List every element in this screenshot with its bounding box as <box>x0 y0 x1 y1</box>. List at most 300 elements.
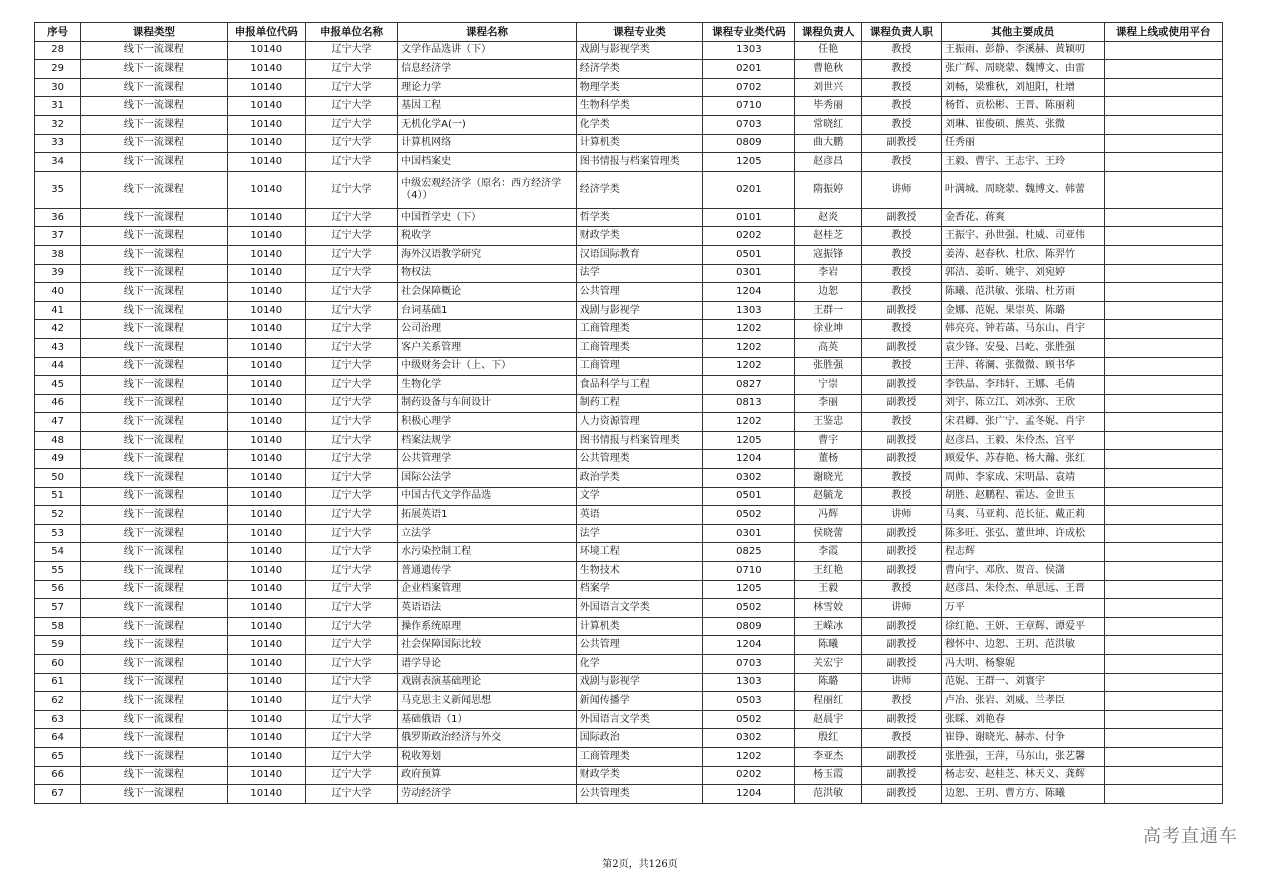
header-cell-leader: 课程负责人 <box>795 23 861 42</box>
cell-unit-code: 10140 <box>227 450 305 469</box>
table-row <box>35 78 1223 97</box>
cell-unit-name: 辽宁大学 <box>305 469 397 488</box>
cell-leader: 陈璐 <box>795 673 861 692</box>
cell-unit-name: 辽宁大学 <box>305 413 397 432</box>
cell-unit-code: 10140 <box>227 524 305 543</box>
cell-index: 59 <box>35 636 81 655</box>
cell-leader-title: 副教授 <box>861 562 941 581</box>
cell-major-code: 1204 <box>703 636 795 655</box>
table-row <box>35 710 1223 729</box>
cell-course-type: 线下一流课程 <box>81 655 227 674</box>
cell-members: 金香花、蒋爽 <box>941 208 1104 227</box>
table-row <box>35 506 1223 525</box>
cell-major-code: 0202 <box>703 227 795 246</box>
table-row <box>35 97 1223 116</box>
cell-course-type: 线下一流课程 <box>81 301 227 320</box>
cell-unit-code: 10140 <box>227 487 305 506</box>
cell-major-code: 0301 <box>703 524 795 543</box>
cell-members: 杨志安、赵桂芝、林天义、龚辉 <box>941 766 1104 785</box>
cell-unit-name: 辽宁大学 <box>305 617 397 636</box>
cell-index: 53 <box>35 524 81 543</box>
cell-leader: 毕秀丽 <box>795 97 861 116</box>
cell-course-name: 企业档案管理 <box>398 580 577 599</box>
cell-leader: 李岩 <box>795 264 861 283</box>
cell-major-code: 0501 <box>703 245 795 264</box>
cell-course-name: 社会保障国际比较 <box>398 636 577 655</box>
cell-leader: 陈曦 <box>795 636 861 655</box>
cell-course-name: 生物化学 <box>398 376 577 395</box>
cell-course-name: 制药设备与车间设计 <box>398 394 577 413</box>
cell-platform <box>1104 134 1222 153</box>
cell-major-code: 0501 <box>703 487 795 506</box>
cell-index: 64 <box>35 729 81 748</box>
cell-leader-title: 副教授 <box>861 710 941 729</box>
cell-index: 52 <box>35 506 81 525</box>
cell-leader: 赵晨宇 <box>795 710 861 729</box>
cell-unit-name: 辽宁大学 <box>305 692 397 711</box>
cell-course-type: 线下一流课程 <box>81 208 227 227</box>
cell-course-name: 中级财务会计（上、下） <box>398 357 577 376</box>
cell-leader: 张胜强 <box>795 357 861 376</box>
cell-unit-name: 辽宁大学 <box>305 320 397 339</box>
cell-major-category: 法学 <box>576 264 702 283</box>
cell-unit-code: 10140 <box>227 785 305 804</box>
cell-course-name: 国际公法学 <box>398 469 577 488</box>
cell-unit-code: 10140 <box>227 562 305 581</box>
cell-platform <box>1104 413 1222 432</box>
cell-leader: 赵毓龙 <box>795 487 861 506</box>
cell-platform <box>1104 208 1222 227</box>
cell-index: 62 <box>35 692 81 711</box>
cell-course-type: 线下一流课程 <box>81 524 227 543</box>
cell-members: 刘宇、陈立江、刘冰弥、王欣 <box>941 394 1104 413</box>
cell-members: 刘畅，梁雅秋，刘旭阳，杜增 <box>941 78 1104 97</box>
cell-unit-name: 辽宁大学 <box>305 655 397 674</box>
cell-major-category: 汉语国际教育 <box>576 245 702 264</box>
cell-members: 顾爱华、苏春艳、杨大瀚、张红 <box>941 450 1104 469</box>
cell-unit-code: 10140 <box>227 97 305 116</box>
cell-unit-code: 10140 <box>227 264 305 283</box>
cell-platform <box>1104 710 1222 729</box>
cell-unit-code: 10140 <box>227 134 305 153</box>
cell-course-type: 线下一流课程 <box>81 245 227 264</box>
cell-leader-title: 副教授 <box>861 636 941 655</box>
cell-platform <box>1104 431 1222 450</box>
cell-course-type: 线下一流课程 <box>81 97 227 116</box>
cell-leader: 赵炎 <box>795 208 861 227</box>
watermark-text: 高考直通车 <box>1143 826 1238 847</box>
cell-major-code: 1202 <box>703 320 795 339</box>
cell-course-type: 线下一流课程 <box>81 617 227 636</box>
cell-platform <box>1104 562 1222 581</box>
cell-course-name: 海外汉语教学研究 <box>398 245 577 264</box>
cell-leader-title: 教授 <box>861 115 941 134</box>
cell-platform <box>1104 97 1222 116</box>
cell-leader-title: 副教授 <box>861 431 941 450</box>
table-row <box>35 524 1223 543</box>
cell-unit-code: 10140 <box>227 692 305 711</box>
cell-course-name: 文学作品选讲（下） <box>398 41 577 60</box>
cell-major-category: 英语 <box>576 506 702 525</box>
cell-platform <box>1104 580 1222 599</box>
cell-course-type: 线下一流课程 <box>81 710 227 729</box>
cell-unit-code: 10140 <box>227 208 305 227</box>
cell-major-code: 1205 <box>703 153 795 172</box>
cell-course-type: 线下一流课程 <box>81 227 227 246</box>
cell-members: 卢冶、张岩、刘威、兰孝臣 <box>941 692 1104 711</box>
cell-index: 48 <box>35 431 81 450</box>
cell-unit-code: 10140 <box>227 115 305 134</box>
cell-members: 边恕、王玥、曹方方、陈曦 <box>941 785 1104 804</box>
cell-unit-name: 辽宁大学 <box>305 245 397 264</box>
cell-course-type: 线下一流课程 <box>81 543 227 562</box>
table-row <box>35 115 1223 134</box>
table-row <box>35 543 1223 562</box>
cell-members: 穆怀中、边恕、王玥、范洪敏 <box>941 636 1104 655</box>
table-row <box>35 320 1223 339</box>
cell-unit-code: 10140 <box>227 357 305 376</box>
cell-leader-title: 教授 <box>861 78 941 97</box>
cell-members: 杨哲、贡松彬、王晋、陈丽莉 <box>941 97 1104 116</box>
cell-index: 41 <box>35 301 81 320</box>
cell-leader-title: 副教授 <box>861 766 941 785</box>
header-cell-unit-code: 申报单位代码 <box>227 23 305 42</box>
cell-unit-code: 10140 <box>227 376 305 395</box>
cell-course-type: 线下一流课程 <box>81 487 227 506</box>
cell-course-type: 线下一流课程 <box>81 766 227 785</box>
table-row <box>35 747 1223 766</box>
cell-unit-code: 10140 <box>227 599 305 618</box>
cell-course-name: 中国哲学史（下） <box>398 208 577 227</box>
cell-members: 王振宇、孙世强、杜威、司亚伟 <box>941 227 1104 246</box>
cell-platform <box>1104 60 1222 79</box>
cell-unit-name: 辽宁大学 <box>305 636 397 655</box>
cell-platform <box>1104 747 1222 766</box>
cell-major-code: 0825 <box>703 543 795 562</box>
cell-index: 30 <box>35 78 81 97</box>
cell-platform <box>1104 227 1222 246</box>
cell-index: 46 <box>35 394 81 413</box>
cell-platform <box>1104 115 1222 134</box>
table-row <box>35 413 1223 432</box>
cell-unit-name: 辽宁大学 <box>305 747 397 766</box>
table-row <box>35 617 1223 636</box>
cell-index: 65 <box>35 747 81 766</box>
cell-course-name: 政府预算 <box>398 766 577 785</box>
cell-index: 42 <box>35 320 81 339</box>
cell-major-category: 食品科学与工程 <box>576 376 702 395</box>
cell-leader: 王鉴忠 <box>795 413 861 432</box>
cell-platform <box>1104 41 1222 60</box>
cell-course-name: 中国古代文学作品选 <box>398 487 577 506</box>
cell-leader-title: 教授 <box>861 264 941 283</box>
cell-index: 40 <box>35 283 81 302</box>
table-row <box>35 580 1223 599</box>
cell-unit-code: 10140 <box>227 710 305 729</box>
table-row <box>35 599 1223 618</box>
cell-leader-title: 教授 <box>861 245 941 264</box>
cell-index: 49 <box>35 450 81 469</box>
cell-major-code: 1205 <box>703 580 795 599</box>
cell-platform <box>1104 376 1222 395</box>
cell-index: 38 <box>35 245 81 264</box>
cell-leader-title: 副教授 <box>861 747 941 766</box>
cell-leader: 赵彦昌 <box>795 153 861 172</box>
cell-major-category: 外国语言文学类 <box>576 710 702 729</box>
cell-platform <box>1104 487 1222 506</box>
cell-platform <box>1104 338 1222 357</box>
cell-unit-code: 10140 <box>227 394 305 413</box>
cell-index: 61 <box>35 673 81 692</box>
cell-unit-code: 10140 <box>227 78 305 97</box>
cell-major-code: 1202 <box>703 357 795 376</box>
cell-major-category: 人力资源管理 <box>576 413 702 432</box>
cell-major-code: 0101 <box>703 208 795 227</box>
cell-course-name: 劳动经济学 <box>398 785 577 804</box>
cell-course-type: 线下一流课程 <box>81 41 227 60</box>
cell-leader: 杨玉霞 <box>795 766 861 785</box>
cell-leader-title: 教授 <box>861 413 941 432</box>
cell-major-code: 1202 <box>703 747 795 766</box>
cell-course-type: 线下一流课程 <box>81 78 227 97</box>
cell-platform <box>1104 506 1222 525</box>
cell-leader-title: 教授 <box>861 487 941 506</box>
cell-major-code: 0710 <box>703 97 795 116</box>
cell-members: 刘琳、崔俊硕、熊英、张微 <box>941 115 1104 134</box>
cell-unit-code: 10140 <box>227 506 305 525</box>
cell-course-type: 线下一流课程 <box>81 450 227 469</box>
cell-unit-name: 辽宁大学 <box>305 562 397 581</box>
cell-major-code: 0809 <box>703 134 795 153</box>
cell-platform <box>1104 301 1222 320</box>
cell-unit-name: 辽宁大学 <box>305 394 397 413</box>
cell-platform <box>1104 655 1222 674</box>
cell-major-category: 公共管理 <box>576 636 702 655</box>
cell-unit-code: 10140 <box>227 227 305 246</box>
cell-course-name: 台词基础1 <box>398 301 577 320</box>
cell-leader-title: 教授 <box>861 227 941 246</box>
cell-members: 郭洁、姜昕、姚宇、刘宛婷 <box>941 264 1104 283</box>
cell-leader: 常晓红 <box>795 115 861 134</box>
cell-major-category: 计算机类 <box>576 134 702 153</box>
cell-platform <box>1104 469 1222 488</box>
table-row <box>35 338 1223 357</box>
cell-index: 44 <box>35 357 81 376</box>
cell-course-type: 线下一流课程 <box>81 785 227 804</box>
cell-leader-title: 教授 <box>861 729 941 748</box>
cell-members: 马爽、马亚莉、范长征、戴正莉 <box>941 506 1104 525</box>
cell-leader: 刘世兴 <box>795 78 861 97</box>
cell-unit-code: 10140 <box>227 413 305 432</box>
cell-unit-code: 10140 <box>227 171 305 208</box>
cell-major-category: 化学 <box>576 655 702 674</box>
cell-members: 程志辉 <box>941 543 1104 562</box>
cell-course-name: 物权法 <box>398 264 577 283</box>
cell-major-category: 环境工程 <box>576 543 702 562</box>
cell-leader: 徐业坤 <box>795 320 861 339</box>
cell-major-category: 工商管理类 <box>576 338 702 357</box>
cell-leader: 关宏宇 <box>795 655 861 674</box>
table-body <box>35 41 1223 803</box>
cell-major-code: 0502 <box>703 710 795 729</box>
cell-unit-name: 辽宁大学 <box>305 227 397 246</box>
cell-platform <box>1104 171 1222 208</box>
cell-major-category: 外国语言文学类 <box>576 599 702 618</box>
cell-unit-name: 辽宁大学 <box>305 506 397 525</box>
cell-platform <box>1104 766 1222 785</box>
header-cell-course-type: 课程类型 <box>81 23 227 42</box>
cell-course-name: 基础俄语（1） <box>398 710 577 729</box>
cell-major-category: 工商管理类 <box>576 747 702 766</box>
cell-members: 胡胜、赵鹏程、霍达、金世玉 <box>941 487 1104 506</box>
cell-course-type: 线下一流课程 <box>81 115 227 134</box>
cell-leader-title: 副教授 <box>861 785 941 804</box>
cell-platform <box>1104 636 1222 655</box>
cell-major-code: 1205 <box>703 431 795 450</box>
cell-leader-title: 副教授 <box>861 450 941 469</box>
cell-major-category: 哲学类 <box>576 208 702 227</box>
cell-course-type: 线下一流课程 <box>81 357 227 376</box>
table-row <box>35 655 1223 674</box>
cell-unit-name: 辽宁大学 <box>305 729 397 748</box>
cell-leader-title: 副教授 <box>861 208 941 227</box>
cell-course-type: 线下一流课程 <box>81 506 227 525</box>
cell-unit-code: 10140 <box>227 729 305 748</box>
cell-unit-code: 10140 <box>227 543 305 562</box>
table-row <box>35 636 1223 655</box>
cell-course-name: 拓展英语1 <box>398 506 577 525</box>
cell-index: 56 <box>35 580 81 599</box>
cell-course-name: 俄罗斯政治经济与外交 <box>398 729 577 748</box>
cell-leader-title: 教授 <box>861 97 941 116</box>
cell-leader: 高英 <box>795 338 861 357</box>
cell-leader-title: 副教授 <box>861 134 941 153</box>
cell-unit-name: 辽宁大学 <box>305 208 397 227</box>
cell-course-type: 线下一流课程 <box>81 431 227 450</box>
cell-leader-title: 副教授 <box>861 338 941 357</box>
cell-leader: 林雪姣 <box>795 599 861 618</box>
cell-leader-title: 教授 <box>861 469 941 488</box>
cell-members: 崔铮、谢晓光、赫赤、付争 <box>941 729 1104 748</box>
cell-leader: 董杨 <box>795 450 861 469</box>
cell-unit-code: 10140 <box>227 60 305 79</box>
table-row <box>35 766 1223 785</box>
cell-major-category: 公共管理类 <box>576 450 702 469</box>
cell-leader: 李亚杰 <box>795 747 861 766</box>
cell-course-name: 无机化学A(一) <box>398 115 577 134</box>
cell-members: 赵彦昌、王毅、朱伶杰、宫平 <box>941 431 1104 450</box>
cell-leader: 赵桂芝 <box>795 227 861 246</box>
cell-course-type: 线下一流课程 <box>81 413 227 432</box>
cell-course-type: 线下一流课程 <box>81 673 227 692</box>
cell-leader-title: 副教授 <box>861 301 941 320</box>
cell-unit-name: 辽宁大学 <box>305 134 397 153</box>
header-cell-unit-name: 申报单位名称 <box>305 23 397 42</box>
cell-unit-name: 辽宁大学 <box>305 710 397 729</box>
cell-unit-name: 辽宁大学 <box>305 41 397 60</box>
cell-platform <box>1104 543 1222 562</box>
cell-major-category: 公共管理 <box>576 283 702 302</box>
cell-members: 任秀丽 <box>941 134 1104 153</box>
cell-course-name: 水污染控制工程 <box>398 543 577 562</box>
cell-major-code: 0302 <box>703 469 795 488</box>
cell-unit-name: 辽宁大学 <box>305 524 397 543</box>
table-row <box>35 729 1223 748</box>
cell-platform <box>1104 450 1222 469</box>
cell-leader-title: 教授 <box>861 283 941 302</box>
cell-unit-name: 辽宁大学 <box>305 171 397 208</box>
cell-course-name: 立法学 <box>398 524 577 543</box>
table-row <box>35 171 1223 208</box>
cell-course-name: 计算机网络 <box>398 134 577 153</box>
cell-unit-name: 辽宁大学 <box>305 673 397 692</box>
cell-members: 叶满城、周晓蒙、魏博文、韩蕾 <box>941 171 1104 208</box>
cell-index: 34 <box>35 153 81 172</box>
cell-leader: 王嵘冰 <box>795 617 861 636</box>
cell-platform <box>1104 394 1222 413</box>
cell-major-category: 戏剧与影视学 <box>576 301 702 320</box>
cell-index: 55 <box>35 562 81 581</box>
cell-members: 张睬、刘艳春 <box>941 710 1104 729</box>
cell-unit-code: 10140 <box>227 301 305 320</box>
cell-course-name: 档案法规学 <box>398 431 577 450</box>
cell-leader-title: 教授 <box>861 41 941 60</box>
cell-leader: 冯辉 <box>795 506 861 525</box>
cell-leader: 宁崇 <box>795 376 861 395</box>
cell-leader-title: 教授 <box>861 153 941 172</box>
cell-index: 67 <box>35 785 81 804</box>
cell-index: 37 <box>35 227 81 246</box>
cell-index: 54 <box>35 543 81 562</box>
cell-course-type: 线下一流课程 <box>81 60 227 79</box>
cell-index: 29 <box>35 60 81 79</box>
cell-members: 冯大明、杨黎妮 <box>941 655 1104 674</box>
cell-unit-name: 辽宁大学 <box>305 376 397 395</box>
cell-members: 陈曦、范洪敏、张瑞、杜芳雨 <box>941 283 1104 302</box>
cell-platform <box>1104 153 1222 172</box>
cell-major-code: 0201 <box>703 171 795 208</box>
header-cell-major-category: 课程专业类 <box>576 23 702 42</box>
cell-major-category: 文学 <box>576 487 702 506</box>
cell-course-type: 线下一流课程 <box>81 320 227 339</box>
cell-index: 63 <box>35 710 81 729</box>
cell-leader: 隋振婷 <box>795 171 861 208</box>
cell-course-name: 客户关系管理 <box>398 338 577 357</box>
cell-leader-title: 副教授 <box>861 524 941 543</box>
cell-unit-name: 辽宁大学 <box>305 487 397 506</box>
cell-platform <box>1104 692 1222 711</box>
cell-unit-code: 10140 <box>227 338 305 357</box>
header-cell-index: 序号 <box>35 23 81 42</box>
table-row <box>35 301 1223 320</box>
table-row <box>35 562 1223 581</box>
cell-leader-title: 副教授 <box>861 617 941 636</box>
cell-major-category: 政治学类 <box>576 469 702 488</box>
cell-major-category: 公共管理类 <box>576 785 702 804</box>
cell-major-category: 生物技术 <box>576 562 702 581</box>
cell-leader-title: 教授 <box>861 580 941 599</box>
cell-course-name: 操作系统原理 <box>398 617 577 636</box>
table-row <box>35 283 1223 302</box>
cell-unit-code: 10140 <box>227 283 305 302</box>
cell-course-type: 线下一流课程 <box>81 171 227 208</box>
cell-members: 万平 <box>941 599 1104 618</box>
cell-major-code: 0302 <box>703 729 795 748</box>
cell-members: 韩亮亮、钟若菡、马东山、肖宇 <box>941 320 1104 339</box>
cell-leader: 曹宇 <box>795 431 861 450</box>
cell-course-name: 税收学 <box>398 227 577 246</box>
cell-course-type: 线下一流课程 <box>81 153 227 172</box>
